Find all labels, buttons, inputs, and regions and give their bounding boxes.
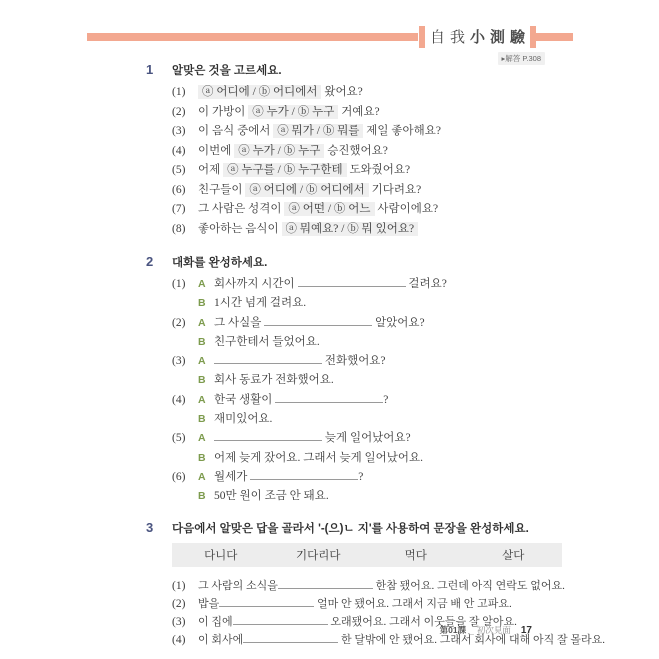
question-item [172,83,562,103]
speaker-a-label: A [198,432,206,445]
sentence-after: 얼마 안 됐어요. 그래서 지금 배 안 고파요. [317,597,512,610]
item-number: (4) [172,393,186,406]
dialog-a-line [172,391,562,410]
section-instruction: 다음에서 알맞은 답을 골라서 '-(으)ㄴ 지'를 사용하여 문장을 완성하세요. [172,522,529,535]
item-suffix: 승진했어요? [327,144,388,157]
section-number: 3 [146,519,154,535]
item-suffix: 사람이에요? [377,203,439,215]
speaker-b-label: B [198,335,206,348]
dialog-text: 걸려요? [408,278,447,290]
fill-in-blank [243,631,338,643]
question-item [172,220,562,240]
question-item [172,103,562,123]
dialog-text: 알았어요? [375,316,425,329]
item-number: (2) [172,105,186,118]
sentence-before: 이 집에 [198,615,233,628]
section-1-header [146,62,562,78]
item-number: (1) [172,579,186,592]
item-suffix: 왔어요? [324,86,363,98]
item-number: (5) [172,164,186,176]
header-rule-right [536,33,573,41]
item-number: (2) [172,316,186,329]
speaker-a-label: A [198,470,206,483]
dialog-b-line [172,449,562,468]
speaker-b-label: B [198,490,206,503]
chapter-number: 第01課 [439,625,467,635]
header-tick-left [419,26,425,48]
dialog-a-line [172,468,562,487]
speaker-b-label: B [198,413,206,426]
page-title-bold: 小測驗 [470,29,531,46]
dialog-text: ? [358,470,364,483]
question-item [172,142,562,162]
item-number: (4) [172,634,186,647]
question-item [172,200,562,220]
fill-in-blank [275,391,383,403]
dialog-text: 한국 생활이 [214,393,273,406]
item-number: (7) [172,203,186,215]
answer-page-note: ▸解答 P.308 [498,52,545,65]
option-choices: ⓐ 뭐가 / ⓑ 뭐를 [273,124,363,138]
item-number: (6) [172,470,186,483]
item-number: (2) [172,597,186,610]
option-choices: ⓐ 어디에 / ⓑ 어디에서 [198,85,321,99]
item-number: (3) [172,125,186,137]
dialog-text: 회사 동료가 전화했어요. [214,374,334,387]
item-number: (6) [172,183,186,196]
item-number: (3) [172,615,186,628]
dialog-a-line [172,314,562,333]
section-instruction: 대화를 완성하세요. [172,257,268,269]
fill-in-blank [233,613,328,625]
dialog-b-line [172,333,562,352]
sentence-item [172,577,565,595]
speaker-b-label: B [198,297,206,310]
item-prefix: 이번에 [198,144,232,157]
sentence-after: 오래됐어요. 그래서 이웃들을 잘 알아요. [330,615,517,628]
option-choices: ⓐ 어떤 / ⓑ 어느 [284,202,374,216]
item-number: (3) [172,355,186,368]
speaker-a-label: A [198,355,206,368]
item-prefix: 이 가방이 [198,105,246,118]
sentence-after: 한 달밖에 안 됐어요. 그래서 회사에 대해 아직 잘 몰라요. [341,634,606,647]
dialog-text: 그 사실을 [214,316,262,329]
dialog-text: 전화했어요? [324,355,386,368]
fill-in-blank [214,429,322,441]
item-number: (1) [172,278,186,290]
item-number: (1) [172,86,186,98]
question-item [172,161,562,181]
item-suffix: 제일 좋아해요? [366,125,441,137]
option-choices: ⓐ 누가 / ⓑ 누구 [234,144,324,158]
section-1-items [172,83,562,239]
fill-in-blank [278,577,373,589]
footer-separator: _ [469,625,474,635]
item-prefix: 좋아하는 음식이 [198,222,279,235]
dialog-text: ? [383,393,389,406]
fill-in-blank [214,352,322,364]
page-title [429,26,531,47]
item-suffix: 도와줬어요? [349,164,411,176]
dialog-text: 친구한테서 들었어요. [214,335,320,348]
page-footer [440,624,532,636]
chapter-title: 初次見面 [476,625,511,635]
question-item [172,122,562,142]
option-choices: ⓐ 누가 / ⓑ 누구 [248,105,338,119]
section-number: 2 [146,254,154,269]
word-bank-word: 살다 [502,549,525,562]
section-number: 1 [146,62,154,77]
sentence-item [172,595,562,613]
dialog-text: 어제 늦게 잤어요. 그래서 늦게 일어났어요. [214,451,423,464]
item-suffix: 기다려요? [371,183,422,196]
dialog-text: 50만 원이 조금 안 돼요. [214,490,329,503]
dialog-a-line [172,352,562,371]
page-number: 17 [520,625,532,636]
speaker-b-label: B [198,451,206,464]
speaker-a-label: A [198,393,206,406]
dialog-b-line [172,487,562,506]
option-choices: ⓐ 어디에 / ⓑ 어디에서 [245,183,368,197]
item-prefix: 친구들이 [198,183,243,196]
fill-in-blank [250,468,358,480]
page-content [146,62,606,649]
sentence-before: 이 회사에 [198,634,244,647]
fill-in-blank [264,314,372,326]
item-prefix: 그 사람은 성격이 [198,203,282,215]
dialog-a-line [172,275,562,294]
sentence-before: 밥을 [198,597,220,610]
speaker-a-label: A [198,278,206,290]
dialog-b-line [172,371,562,390]
dialog-text: 회사까지 시간이 [214,278,295,290]
word-bank [172,543,562,567]
sentence-before: 그 사람의 소식을 [198,579,278,592]
item-number: (8) [172,222,186,235]
dialog-text: 1시간 넘게 걸려요. [214,297,307,310]
section-2-header [146,254,562,270]
dialog-b-line [172,294,562,313]
fill-in-blank [219,595,314,607]
dialog-text: 재미있어요. [214,413,273,426]
section-2 [146,254,562,507]
fill-in-blank [298,275,406,287]
page-title-regular: 自我 [429,29,470,46]
section-3-header [146,520,562,536]
speaker-a-label: A [198,316,206,329]
item-number: (4) [172,144,186,157]
question-item [172,181,562,201]
option-choices: ⓐ 누구를 / ⓑ 누구한테 [223,163,346,177]
dialog-text: 늦게 일어났어요? [324,432,411,445]
speaker-b-label: B [198,374,206,387]
item-prefix: 어제 [198,164,221,176]
word-bank-word: 기다리다 [296,549,341,562]
header-rule-left [87,33,418,41]
item-prefix: 이 음식 중에서 [198,125,271,137]
section-instruction: 알맞은 것을 고르세요. [172,65,282,77]
item-suffix: 거예요? [341,105,380,118]
dialog-b-line [172,410,562,429]
item-number: (5) [172,432,186,445]
word-bank-word: 다니다 [204,549,238,562]
section-2-items [172,275,562,507]
word-bank-word: 먹다 [404,549,427,562]
dialog-text: 월세가 [214,470,248,483]
section-1 [146,62,562,239]
dialog-a-line [172,429,562,448]
sentence-after: 한참 됐어요. 그런데 아직 연락도 없어요. [375,579,565,592]
option-choices: ⓐ 뭐예요? / ⓑ 뭐 있어요? [282,222,419,236]
